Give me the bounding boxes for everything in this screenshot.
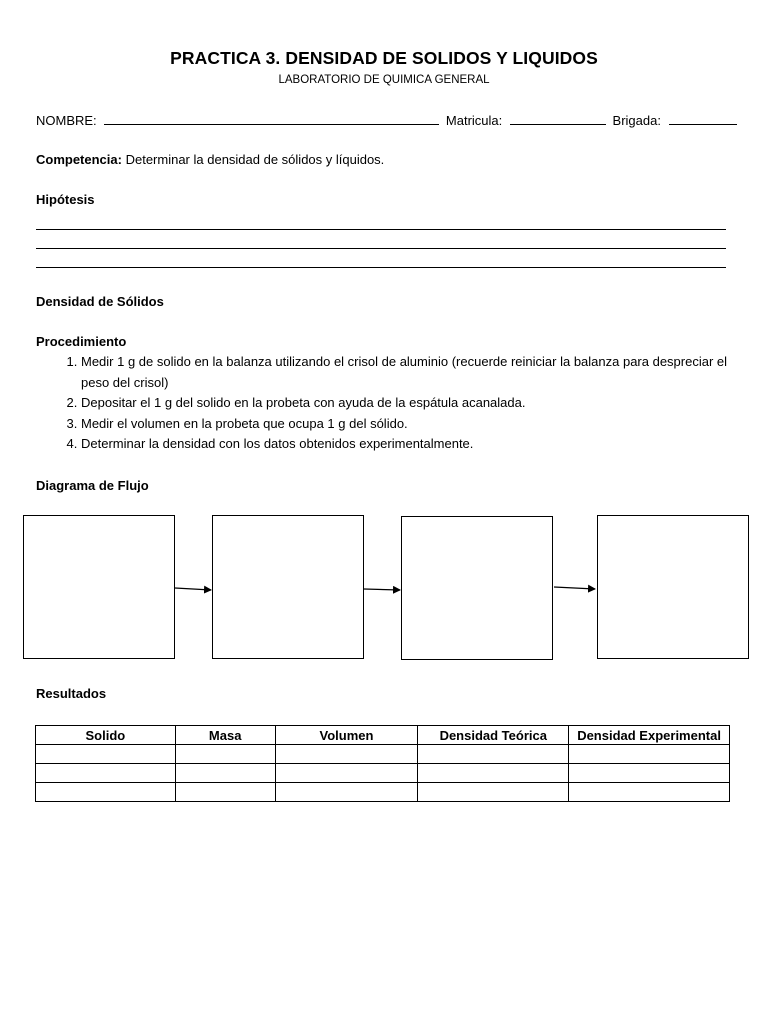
procedure-step: 3. Medir el volumen en la probeta que ocupa 1 g del sólido. <box>81 414 741 435</box>
table-cell[interactable] <box>569 764 730 783</box>
table-cell[interactable] <box>275 764 418 783</box>
column-header-masa: Masa <box>175 726 275 745</box>
table-row <box>36 745 730 764</box>
resultados-heading: Resultados <box>36 686 107 701</box>
table-row <box>36 764 730 783</box>
diagrama-heading: Diagrama de Flujo <box>36 478 149 493</box>
flow-arrow-icon <box>554 587 595 589</box>
column-header-solido: Solido <box>36 726 176 745</box>
procedure-step: 1. Medir 1 g de solido en la balanza utilizando el crisol de aluminio (recuerde reiniciar la balanza para despreciar el peso del crisol) <box>81 352 741 393</box>
table-cell[interactable] <box>175 745 275 764</box>
table-cell[interactable] <box>569 783 730 802</box>
page-subtitle: LABORATORIO DE QUIMICA GENERAL <box>278 74 490 86</box>
table-cell[interactable] <box>175 783 275 802</box>
flow-arrow-icon <box>364 589 400 590</box>
table-cell[interactable] <box>36 764 176 783</box>
densidad-solidos-heading: Densidad de Sólidos <box>36 294 164 309</box>
competencia-text: Determinar la densidad de sólidos y líquidos. <box>125 152 385 167</box>
table-cell[interactable] <box>418 745 569 764</box>
table-cell[interactable] <box>418 764 569 783</box>
column-header-volumen: Volumen <box>275 726 418 745</box>
table-cell[interactable] <box>275 783 418 802</box>
table-cell[interactable] <box>569 745 730 764</box>
table-cell[interactable] <box>36 745 176 764</box>
hipotesis-heading: Hipótesis <box>36 192 95 207</box>
brigada-label: Brigada: <box>612 113 661 128</box>
table-row <box>36 783 730 802</box>
table-cell[interactable] <box>36 783 176 802</box>
table-header-row <box>36 726 730 745</box>
nombre-label: NOMBRE: <box>36 113 97 128</box>
table-cell[interactable] <box>275 745 418 764</box>
column-header-densidad-teorica: Densidad Teórica <box>418 726 569 745</box>
procedure-step: 4. Determinar la densidad con los datos obtenidos experimentalmente. <box>81 434 741 455</box>
table-cell[interactable] <box>175 764 275 783</box>
procedure-step: 2. Depositar el 1 g del solido en la probeta con ayuda de la espátula acanalada. <box>81 393 741 414</box>
matricula-label: Matricula: <box>445 113 503 128</box>
flow-arrow-icon <box>175 588 211 590</box>
table-cell[interactable] <box>418 783 569 802</box>
results-table <box>35 725 730 802</box>
column-header-densidad-experimental: Densidad Experimental <box>569 726 730 745</box>
page-title: PRACTICA 3. DENSIDAD DE SOLIDOS Y LIQUIDOS <box>170 48 598 68</box>
procedimiento-heading: Procedimiento <box>36 334 127 349</box>
competencia-label: Competencia: <box>36 152 122 167</box>
